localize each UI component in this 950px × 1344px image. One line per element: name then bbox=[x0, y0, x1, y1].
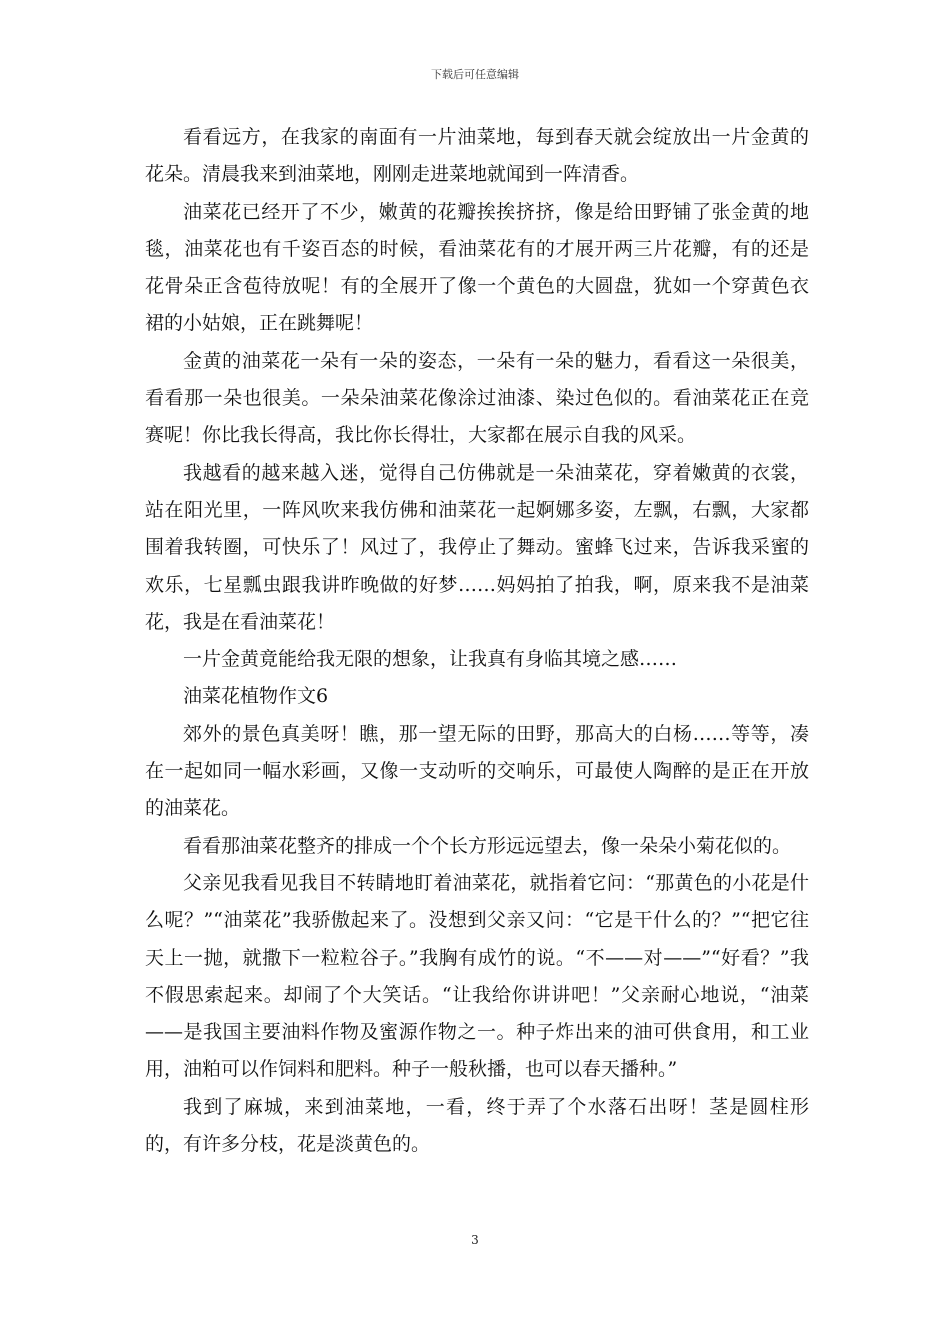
document-body bbox=[145, 119, 809, 1163]
page-number: 3 bbox=[471, 1233, 479, 1247]
paragraph-6: 郊外的景色真美呀！瞧，那一望无际的田野，那高大的白杨……等等，凑在一起如同一幅水彩画，又像一支动听的交响乐，可最使人陶醉的是正在开放的油菜花。 bbox=[145, 722, 809, 820]
paragraph-9: 我到了麻城，来到油菜地，一看，终于弄了个水落石出呀！茎是圆柱形的，有许多分枝，花是淡黄色的。 bbox=[145, 1095, 809, 1156]
paragraph-2: 油菜花已经开了不少，嫩黄的花瓣挨挨挤挤，像是给田野铺了张金黄的地毯，油菜花也有千姿百态的时候，看油菜花有的才展开两三片花瓣，有的还是花骨朵正含苞待放呢！有的全展开了像一个黄色的大圆盘，犹如一个穿黄色衣裙的小姑娘，正在跳舞呢！ bbox=[145, 200, 809, 335]
paragraph-3: 金黄的油菜花一朵有一朵的姿态，一朵有一朵的魅力，看看这一朵很美，看看那一朵也很美。一朵朵油菜花像涂过油漆、染过色似的。看油菜花正在竞赛呢！你比我长得高，我比你长得壮，大家都在展示自我的风采。 bbox=[145, 349, 809, 447]
paragraph-4: 我越看的越来越入迷，觉得自己仿佛就是一朵油菜花，穿着嫩黄的衣裳，站在阳光里，一阵风吹来我仿佛和油菜花一起婀娜多姿，左飘，右飘，大家都围着我转圈，可快乐了！风过了，我停止了舞动。蜜蜂飞过来，告诉我采蜜的欢乐，七星瓢虫跟我讲昨晚做的好梦……妈妈拍了拍我，啊，原来我不是油菜花，我是在看油菜花！ bbox=[145, 461, 809, 633]
paragraph-1: 看看远方，在我家的南面有一片油菜地，每到春天就会绽放出一片金黄的花朵。清晨我来到油菜地，刚刚走进菜地就闻到一阵清香。 bbox=[145, 126, 809, 186]
paragraph-8: 父亲见我看见我目不转睛地盯着油菜花，就指着它问：“那黄色的小花是什么呢？”“油菜花”我骄傲起来了。没想到父亲又问：“它是干什么的？”“把它往天上一抛，就撒下一粒粒谷子。”我胸有成竹的说。“不——对——”“好看？”我不假思索起来。却闹了个大笑话。“让我给你讲讲吧！”父亲耐心地说，“油菜——是我国主要油料作物及蜜源作物之一。种子炸出来的油可供食用，和工业用，油粕可以作饲料和肥料。种子一般秋播，也可以春天播种。” bbox=[145, 871, 809, 1081]
paragraph-5: 一片金黄竟能给我无限的想象，让我真有身临其境之感…… bbox=[183, 648, 678, 671]
section-title: 油菜花植物作文6 bbox=[183, 685, 329, 708]
page-header: 下载后可任意编辑 bbox=[431, 68, 519, 81]
paragraph-7: 看看那油菜花整齐的排成一个个长方形远远望去，像一朵朵小菊花似的。 bbox=[183, 834, 792, 857]
